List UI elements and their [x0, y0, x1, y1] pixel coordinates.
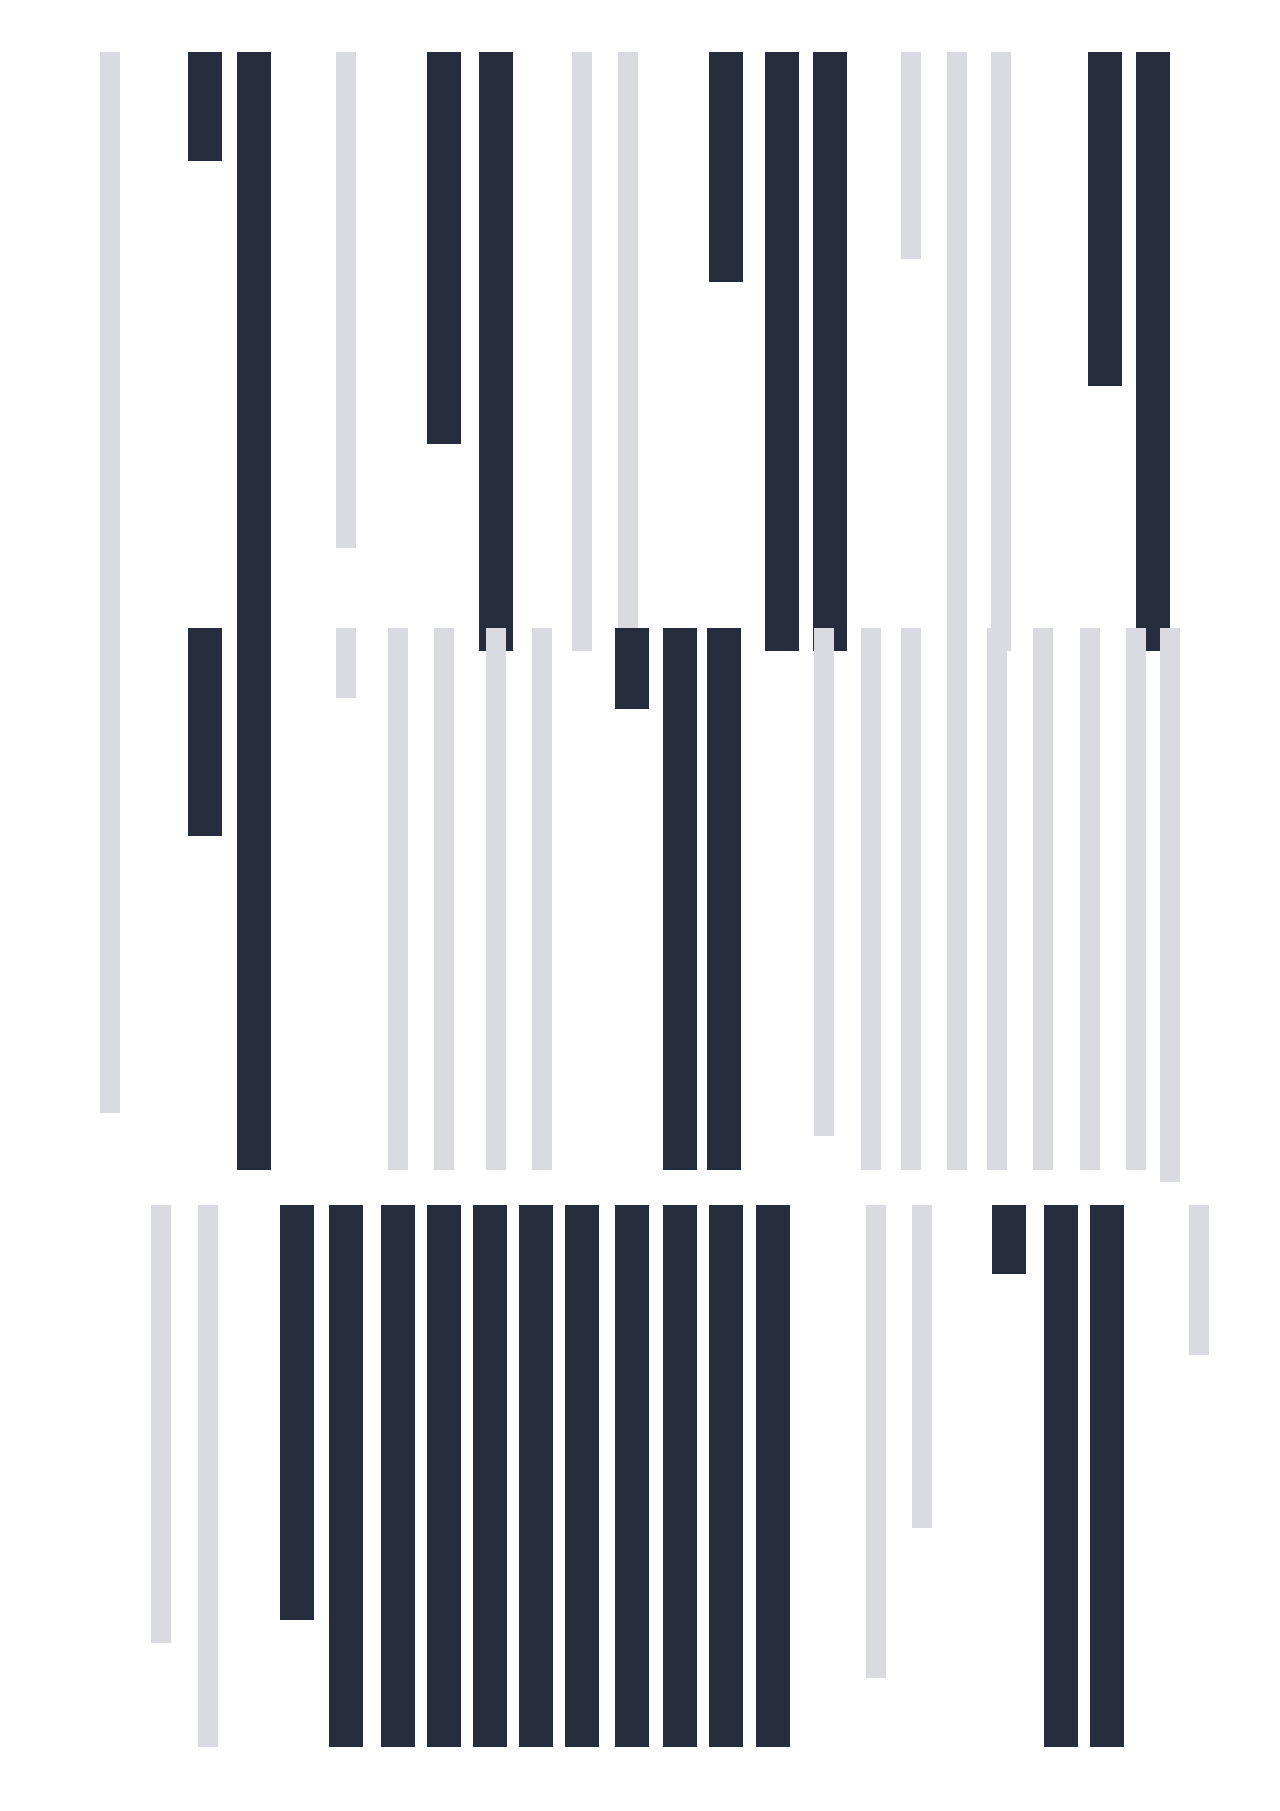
text-column [100, 52, 120, 652]
text-column [100, 628, 120, 1112]
text-column [434, 628, 454, 1170]
highlighted-text-column [473, 1205, 507, 1747]
highlighted-text-column [329, 1205, 363, 1747]
highlighted-text-column [188, 52, 222, 162]
highlighted-text-column [280, 1205, 314, 1620]
text-column [388, 628, 408, 1170]
highlighted-text-column [709, 1205, 743, 1747]
text-column [532, 628, 552, 1170]
highlighted-text-column [1088, 52, 1122, 386]
highlighted-text-column [663, 628, 697, 1170]
highlighted-text-column [765, 52, 799, 652]
text-column [336, 628, 356, 697]
text-column [901, 628, 921, 1170]
text-column [572, 52, 592, 652]
highlighted-text-column [663, 1205, 697, 1747]
highlighted-text-column [479, 52, 513, 652]
highlighted-text-column [756, 1205, 790, 1747]
text-column [336, 52, 356, 548]
text-column [1033, 628, 1053, 1170]
highlighted-text-column [1044, 1205, 1078, 1747]
highlighted-text-column [992, 1205, 1026, 1274]
text-column [947, 628, 967, 1170]
highlighted-text-column [1136, 52, 1170, 652]
text-column [151, 1205, 171, 1643]
text-column [1126, 628, 1146, 1170]
text-column [912, 1205, 932, 1528]
highlighted-text-column [237, 628, 271, 1170]
highlighted-text-column [237, 52, 271, 652]
highlighted-text-column [615, 628, 649, 709]
highlighted-text-column [813, 52, 847, 652]
text-column [1160, 628, 1180, 1181]
highlighted-text-column [615, 1205, 649, 1747]
text-column [991, 52, 1011, 652]
text-column [198, 1205, 218, 1747]
highlighted-text-column [427, 1205, 461, 1747]
text-column [987, 628, 1007, 1170]
highlighted-text-column [427, 52, 461, 444]
text-column [866, 1205, 886, 1678]
highlighted-text-column [381, 1205, 415, 1747]
text-column [618, 52, 638, 652]
highlighted-text-column [188, 628, 222, 836]
text-column [1189, 1205, 1209, 1355]
highlighted-text-column [519, 1205, 553, 1747]
highlighted-text-column [565, 1205, 599, 1747]
highlighted-text-column [1090, 1205, 1124, 1747]
highlighted-text-column [709, 52, 743, 283]
text-column [486, 628, 506, 1170]
text-column [1080, 628, 1100, 1170]
text-column [861, 628, 881, 1170]
text-column [814, 628, 834, 1135]
text-column [947, 52, 967, 652]
highlighted-text-column [707, 628, 741, 1170]
text-column [901, 52, 921, 260]
